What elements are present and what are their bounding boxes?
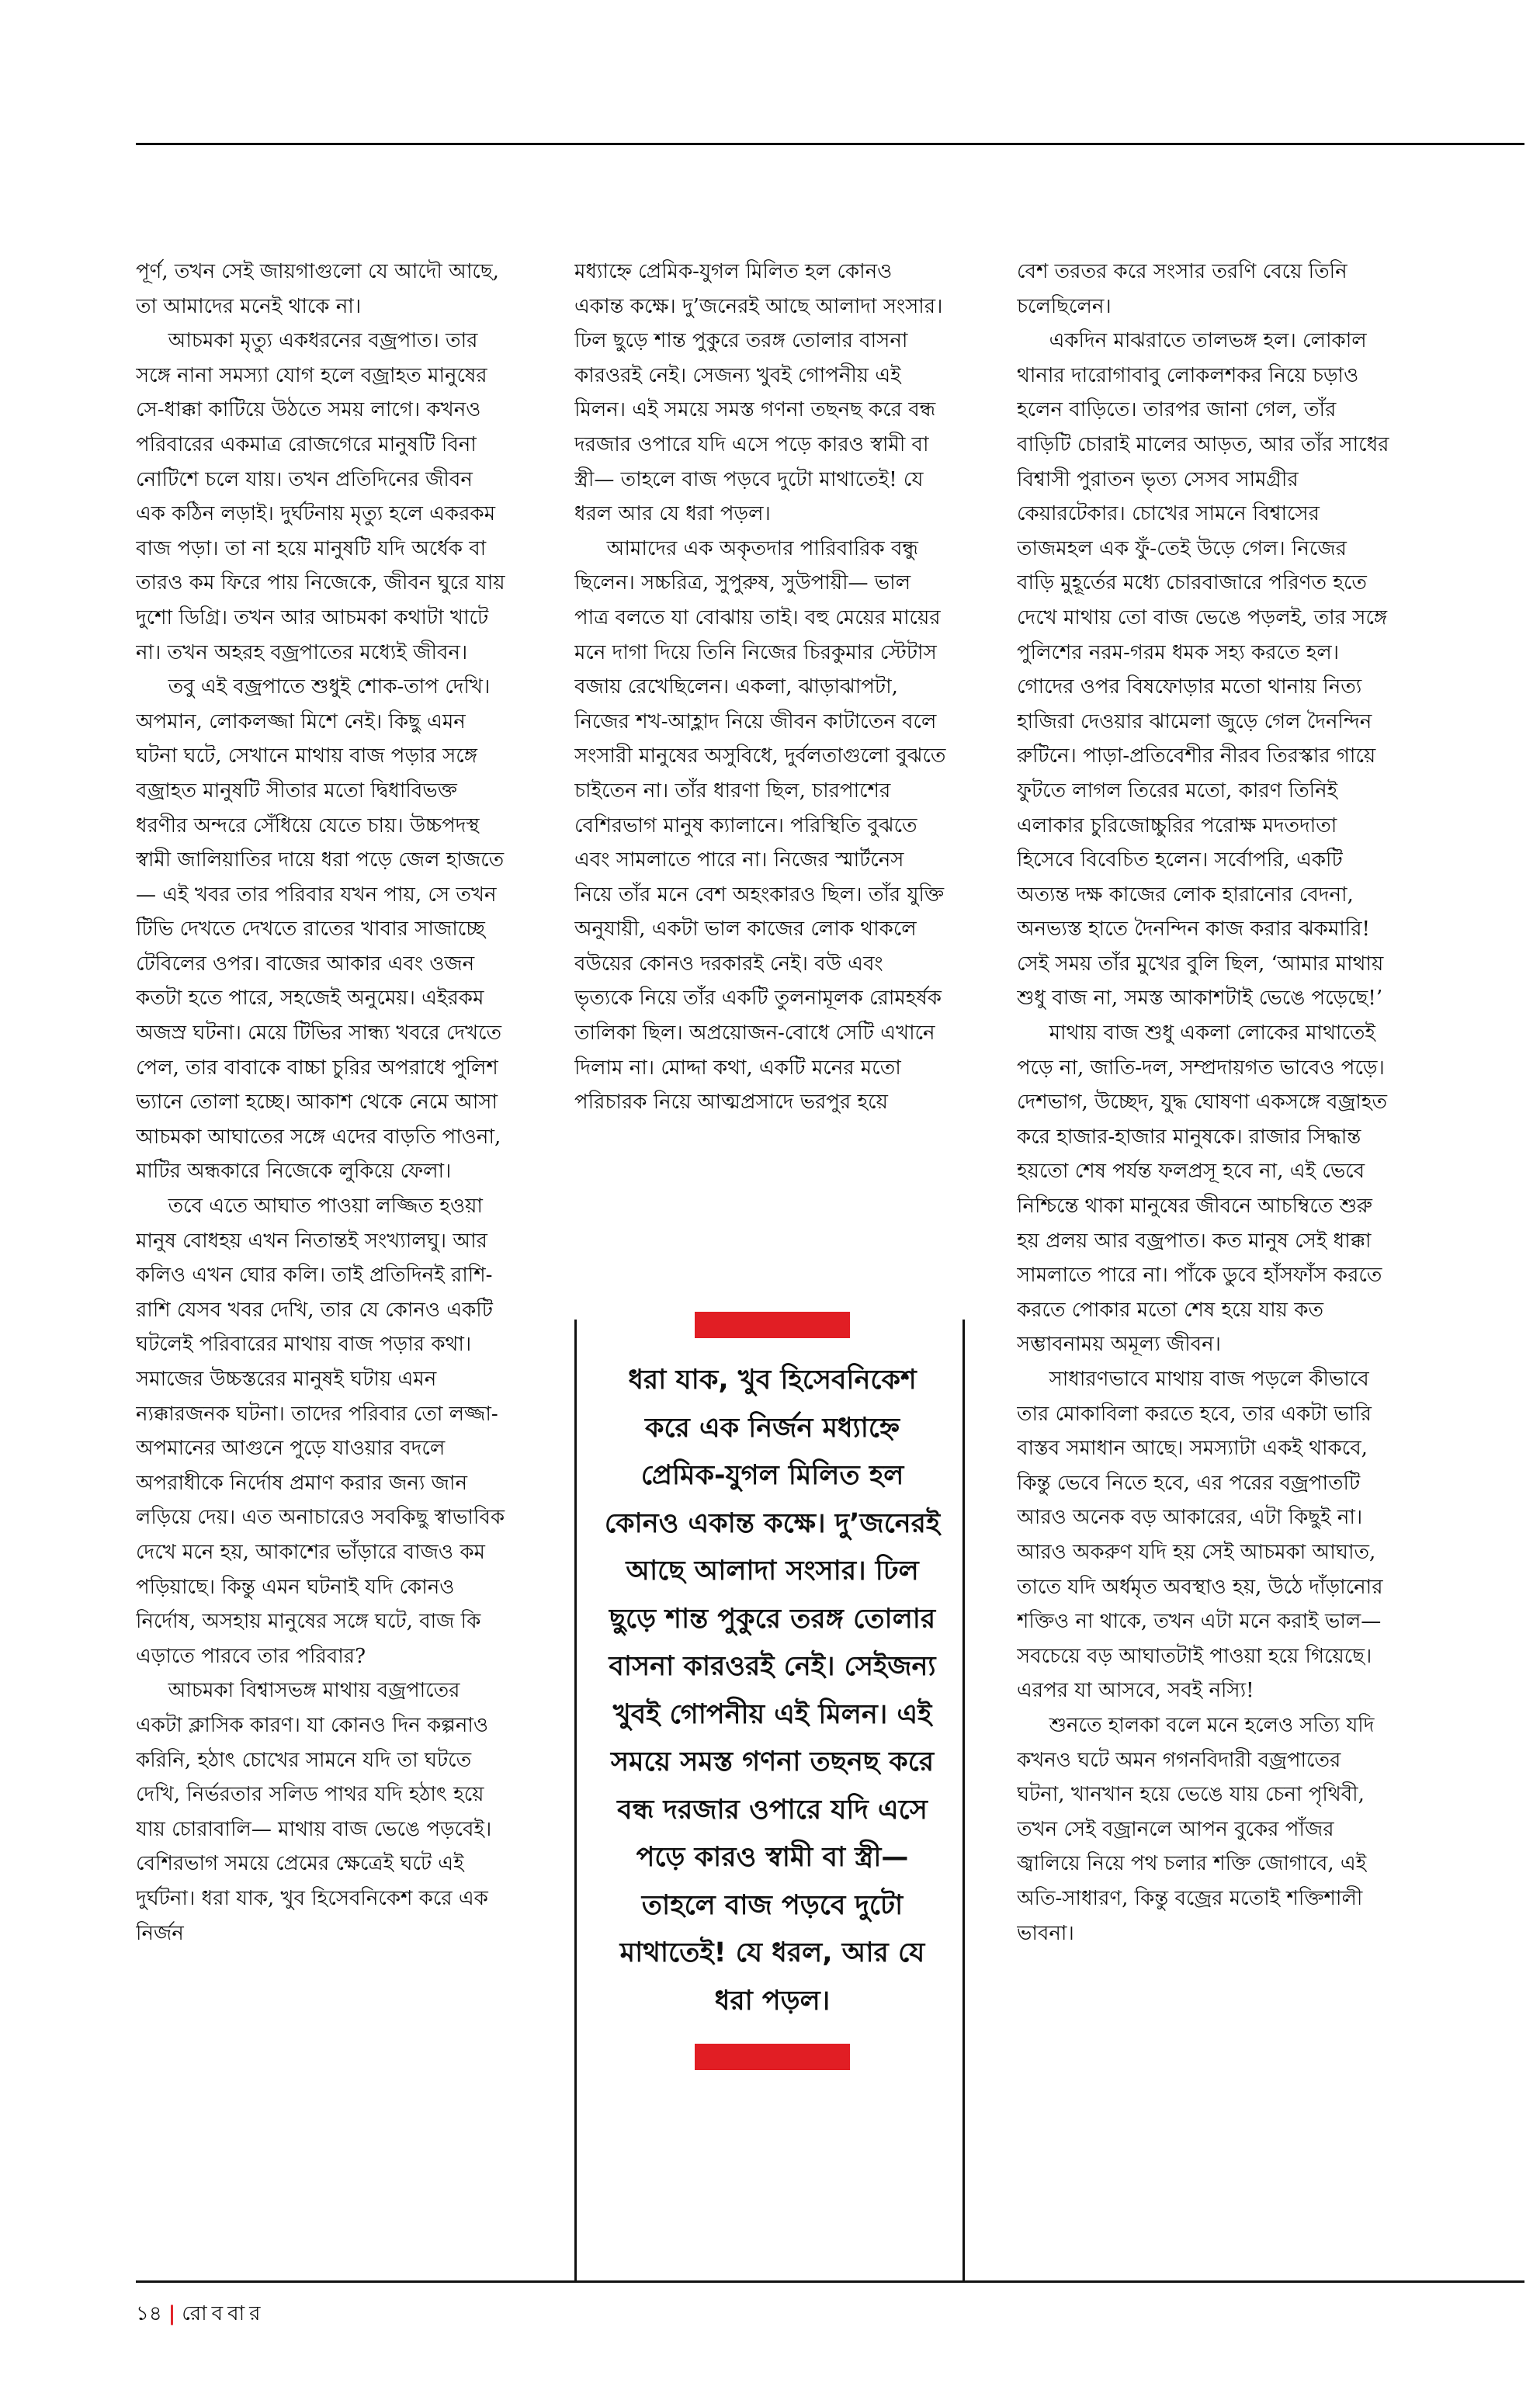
paragraph: সাধারণভাবে মাথায় বাজ পড়লে কীভাবে তার মোকাবিলা করতে হবে, তার একটা ভারি বাস্তব সমাধান আছে। সমস্যাটা একই থাকবে, কিন্তু ভেবে নিতে হবে, এর পরের বজ্রপাতটি আরও অনেক বড় আকারের, এটা কিছুই না। আরও অকরুণ যদি হয় সেই আচমকা আঘাত, তাতে যদি অর্ধমৃত অবস্থাও হয়, উঠে দাঁড়ানোর শক্তিও না থাকে, তখন এটা মনে করাই ভাল— সবচেয়ে বড় আঘাতটাই পাওয়া হয়ে গিয়েছে। এরপর যা আসবে, সবই নস্যি! (1017, 1368, 1383, 1703)
pull-quote-bottom-bar (695, 2044, 850, 2070)
column-divider-right (962, 1320, 965, 2280)
paragraph: তবে এতে আঘাত পাওয়া লজ্জিত হওয়া মানুষ বোধহয় এখন নিতান্তই সংখ্যালঘু। আর কলিও এখন ঘোর কলি। তাই প্রতিদিনই রাশি-রাশি যেসব খবর দেখি, তার যে কোনও একটি ঘটলেই পরিবারের মাথায় বাজ পড়ার কথা। সমাজের উচ্চস্তরের মানুষই ঘটায় এমন ন্যক্কারজনক ঘটনা। তাদের পরিবার তো লজ্জা-অপমানের আগুনে পুড়ে যাওয়ার বদলে অপরাধীকে নির্দোষ প্রমাণ করার জন্য জান লড়িয়ে দেয়। এত অনাচারেও সবকিছু স্বাভাবিক দেখে মনে হয়, আকাশের ভাঁড়ারে বাজও কম পড়িয়াছে। কিন্তু এমন ঘটনাই যদি কোনও নির্দোষ, অসহায় মানুষের সঙ্গে ঘটে, বাজ কি এড়াতে পারবে তার পরিবার? (136, 1195, 505, 1668)
page-footer (136, 2298, 265, 2332)
paragraph: পূর্ণ, তখন সেই জায়গাগুলো যে আদৌ আছে, তা আমাদের মনেই থাকে না। (136, 260, 499, 318)
magazine-name: রোববার (182, 2302, 265, 2325)
footer-separator: | (168, 2302, 176, 2325)
paragraph: মাথায় বাজ শুধু একলা লোকের মাথাতেই পড়ে না, জাতি-দল, সম্প্রদায়গত ভাবেও পড়ে। দেশভাগ, উচ্ছেদ, যুদ্ধ ঘোষণা একসঙ্গে বজ্রাহত করে হাজার-হাজার মানুষকে। রাজার সিদ্ধান্ত হয়তো শেষ পর্যন্ত ফলপ্রসূ হবে না, এই ভেবে নিশ্চিন্তে থাকা মানুষের জীবনে আচম্বিতে শুরু হয় প্রলয় আর বজ্রপাত। কত মানুষ সেই ধাক্কা সামলাতে পারে না। পাঁকে ডুবে হাঁসফাঁস করতে করতে পোকার মতো শেষ হয়ে যায় কত সম্ভাবনাময় অমূল্য জীবন। (1017, 1021, 1387, 1357)
paragraph: একদিন মাঝরাতে তালভঙ্গ হল। লোকাল থানার দারোগাবাবু লোকলশকর নিয়ে চড়াও হলেন বাড়িতে। তারপর জানা গেল, তাঁর বাড়িটি চোরাই মালের আড়ত, আর তাঁর সাধের বিশ্বাসী পুরাতন ভৃত্য সেসব সামগ্রীর কেয়ারটেকার। চোখের সামনে বিশ্বাসের তাজমহল এক ফুঁ-তেই উড়ে গেল। নিজের বাড়ি মুহূর্তের মধ্যে চোরবাজারে পরিণত হতে দেখে মাথায় তো বাজ ভেঙে পড়লই, তার সঙ্গে পুলিশের নরম-গরম ধমক সহ্য করতে হল। গোদের ওপর বিষফোড়ার মতো থানায় নিত্য হাজিরা দেওয়ার ঝামেলা জুড়ে গেল দৈনন্দিন রুটিনে। পাড়া-প্রতিবেশীর নীরব তিরস্কার গায়ে ফুটতে লাগল তিরের মতো, কারণ তিনিই এলাকার চুরিজোচ্চুরির পরোক্ষ মদতদাতা হিসেবে বিবেচিত হলেন। সর্বোপরি, একটি অত্যন্ত দক্ষ কাজের লোক হারানোর বেদনা, অনভ্যস্ত হাতে দৈনন্দিন কাজ করার ঝকমারি! সেই সময় তাঁর মুখের বুলি ছিল, ‘আমার মাথায় শুধু বাজ না, সমস্ত আকাশটাই ভেঙে পড়েছে!’ (1017, 329, 1389, 1011)
paragraph: বেশ তরতর করে সংসার তরণি বেয়ে তিনি চলেছিলেন। (1017, 260, 1348, 318)
article-column-2 (574, 255, 947, 1256)
column-divider-left (574, 1320, 577, 2280)
page-number: ১৪ (136, 2302, 162, 2325)
paragraph: তবু এই বজ্রপাতে শুধুই শোক-তাপ দেখি। অপমান, লোকলজ্জা মিশে নেই। কিছু এমন ঘটনা ঘটে, সেখানে মাথায় বাজ পড়ার সঙ্গে বজ্রাহত মানুষটি সীতার মতো দ্বিধাবিভক্ত ধরণীর অন্দরে সেঁধিয়ে যেতে চায়। উচ্চপদস্থ স্বামী জালিয়াতির দায়ে ধরা পড়ে জেল হাজতে— এই খবর তার পরিবার যখন পায়, সে তখন টিভি দেখতে দেখতে রাতের খাবার সাজাচ্ছে টেবিলের ওপর। বাজের আকার এবং ওজন কতটা হতে পারে, সহজেই অনুমেয়। এইরকম অজস্র ঘটনা। মেয়ে টিভির সান্ধ্য খবরে দেখতে পেল, তার বাবাকে বাচ্চা চুরির অপরাধে পুলিশ ভ্যানে তোলা হচ্ছে। আকাশ থেকে নেমে আসা আচমকা আঘাতের সঙ্গে এদের বাড়তি পাওনা, মাটির অন্ধকারে নিজেকে লুকিয়ে ফেলা। (136, 675, 505, 1184)
pull-quote-top-bar (695, 1312, 850, 1338)
paragraph: শুনতে হালকা বলে মনে হলেও সত্যি যদি কখনও ঘটে অমন গগনবিদারী বজ্রপাতের ঘটনা, খানখান হয়ে ভেঙে যায় চেনা পৃথিবী, তখন সেই বজ্রানলে আপন বুকের পাঁজর জ্বালিয়ে নিয়ে পথ চলার শক্তি জোগাবে, এই অতি-সাধারণ, কিন্তু বজ্রের মতোই শক্তিশালী ভাবনা। (1017, 1713, 1375, 1945)
article-column-3 (1017, 255, 1389, 2265)
article-column-1 (136, 255, 508, 2265)
paragraph: আচমকা মৃত্যু একধরনের বজ্রপাত। তার সঙ্গে নানা সমস্যা যোগ হলে বজ্রাহত মানুষের সে-ধাক্কা কাটিয়ে উঠতে সময় লাগে। কখনও পরিবারের একমাত্র রোজগেরে মানুষটি বিনা নোটিশে চলে যায়। তখন প্রতিদিনের জীবন এক কঠিন লড়াই। দুর্ঘটনায় মৃত্যু হলে একরকম বাজ পড়া। তা না হয়ে মানুষটি যদি অর্ধেক বা তারও কম ফিরে পায় নিজেকে, জীবন ঘুরে যায় দুশো ডিগ্রি। তখন আর আচমকা কথাটা খাটে না। তখন অহরহ বজ্রপাতের মধ্যেই জীবন। (136, 329, 505, 664)
pull-quote (602, 1312, 943, 2070)
paragraph: আমাদের এক অকৃতদার পারিবারিক বন্ধু ছিলেন। সচ্চরিত্র, সুপুরুষ, সুউপায়ী— ভাল পাত্র বলতে যা বোঝায় তাই। বহু মেয়ের মায়ের মনে দাগা দিয়ে তিনি নিজের চিরকুমার স্টেটাস বজায় রেখেছিলেন। একলা, ঝাড়াঝাপটা, নিজের শখ-আহ্লাদ নিয়ে জীবন কাটাতেন বলে সংসারী মানুষের অসুবিধে, দুর্বলতাগুলো বুঝতে চাইতেন না। তাঁর ধারণা ছিল, চারপাশের বেশিরভাগ মানুষ ক্যালানে। পরিস্থিতি বুঝতে এবং সামলাতে পারে না। নিজের স্মার্টনেস নিয়ে তাঁর মনে বেশ অহংকারও ছিল। তাঁর যুক্তি অনুযায়ী, একটা ভাল কাজের লোক থাকলে বউয়ের কোনও দরকারই নেই। বউ এবং ভৃত্যকে নিয়ে তাঁর একটি তুলনামূলক রোমহর্ষক তালিকা ছিল। অপ্রয়োজন-বোধে সেটি এখানে দিলাম না। মোদ্দা কথা, একটি মনের মতো পরিচারক নিয়ে আত্মপ্রসাদে ভরপুর হয়ে (574, 536, 946, 1115)
paragraph: মধ্যাহ্নে প্রেমিক-যুগল মিলিত হল কোনও একান্ত কক্ষে। দু’জনেরই আছে আলাদা সংসার। ঢিল ছুড়ে শান্ত পুকুরে তরঙ্গ তোলার বাসনা কারওরই নেই। সেজন্য খুবই গোপনীয় এই মিলন। এই সময়ে সমস্ত গণনা তছনছ করে বন্ধ দরজার ওপারে যদি এসে পড়ে কারও স্বামী বা স্ত্রী— তাহলে বাজ পড়বে দুটো মাথাতেই! যে ধরল আর যে ধরা পড়ল। (574, 260, 943, 526)
top-rule (136, 143, 1524, 145)
pull-quote-text: ধরা যাক, খুব হিসেবনিকেশ করে এক নির্জন মধ্যাহ্নে প্রেমিক-যুগল মিলিত হল কোনও একান্ত কক্ষে। দু’জনেরই আছে আলাদা সংসার। ঢিল ছুড়ে শান্ত পুকুরে তরঙ্গ তোলার বাসনা কারওরই নেই। সেইজন্য খুবই গোপনীয় এই মিলন। এই সময়ে সমস্ত গণনা তছনছ করে বন্ধ দরজার ওপারে যদি এসে পড়ে কারও স্বামী বা স্ত্রী— তাহলে বাজ পড়বে দুটো মাথাতেই! যে ধরল, আর যে ধরা পড়ল। (604, 1365, 941, 2017)
bottom-rule (136, 2280, 1524, 2283)
paragraph: আচমকা বিশ্বাসভঙ্গ মাথায় বজ্রপাতের একটা ক্লাসিক কারণ। যা কোনও দিন কল্পনাও করিনি, হঠাৎ চোখের সামনে যদি তা ঘটতে দেখি, নির্ভরতার সলিড পাথর যদি হঠাৎ হয়ে যায় চোরাবালি— মাথায় বাজ ভেঙে পড়বেই। বেশিরভাগ সময়ে প্রেমের ক্ষেত্রেই ঘটে এই দুর্ঘটনা। ধরা যাক, খুব হিসেবনিকেশ করে এক নির্জন (136, 1679, 492, 1945)
